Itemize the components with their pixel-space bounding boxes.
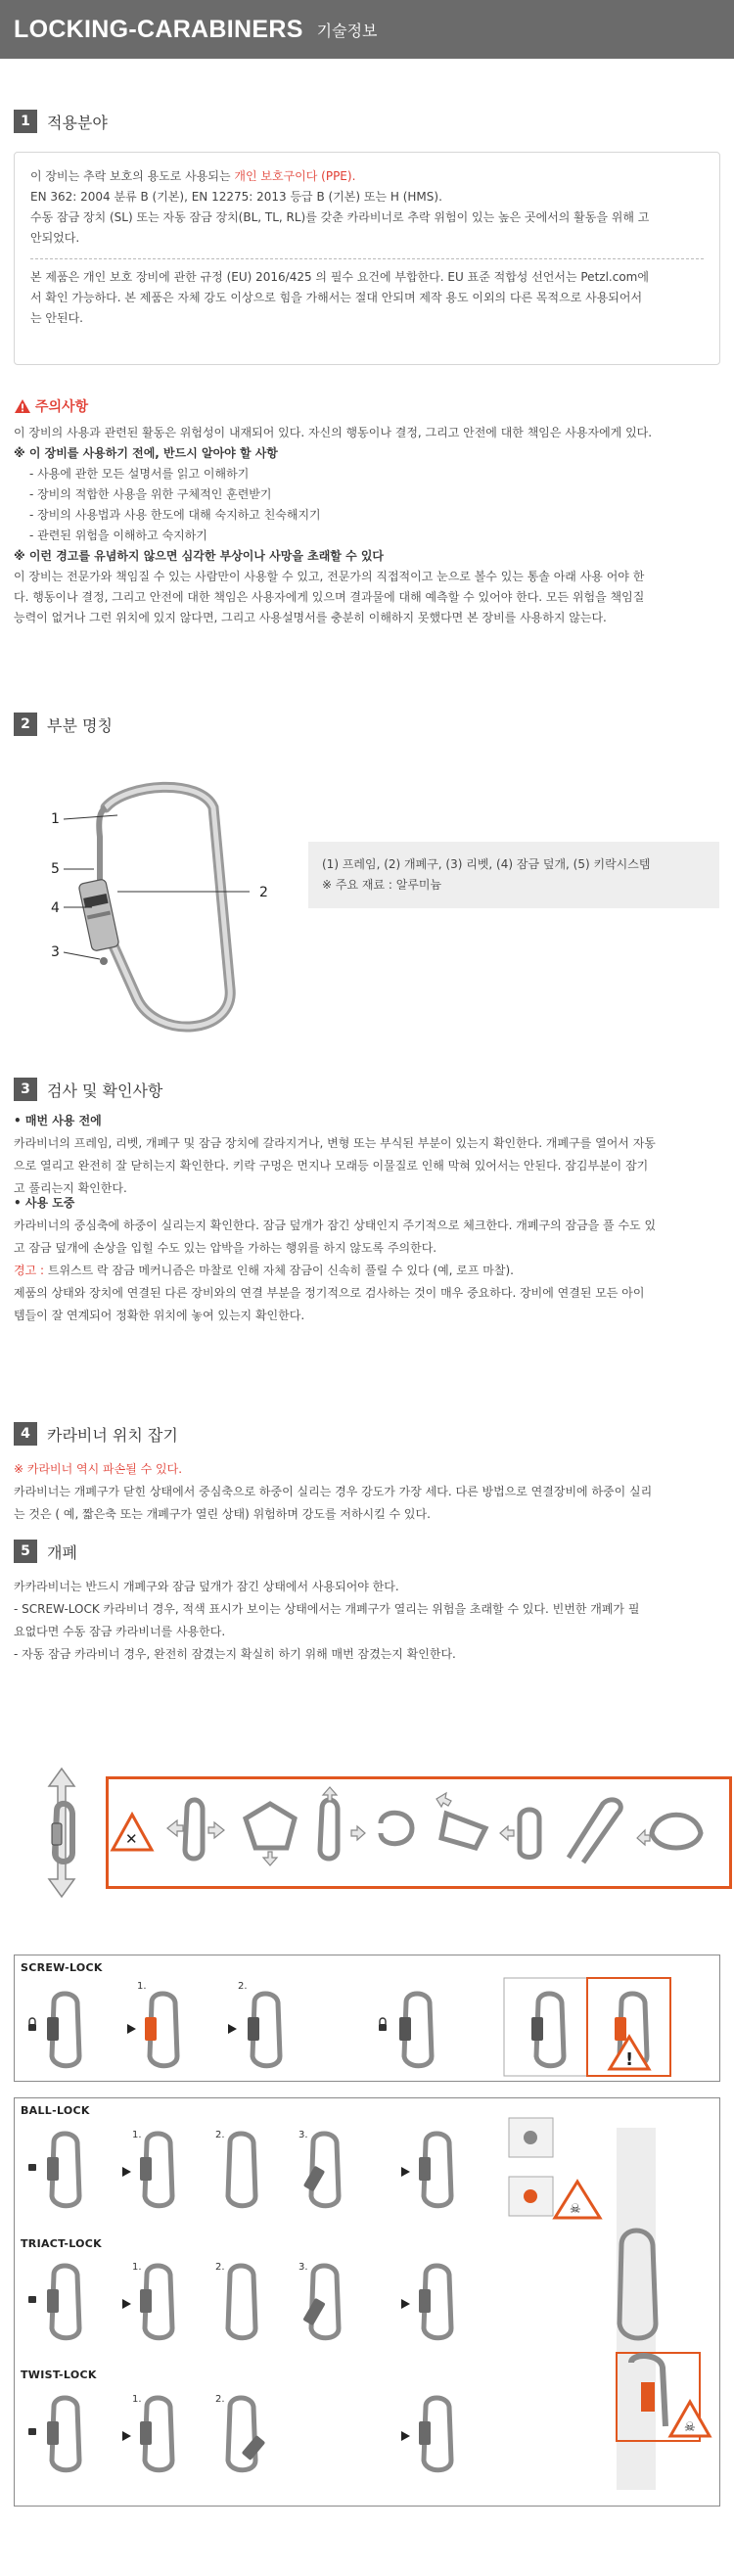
warning-title: 주의사항 (35, 399, 89, 415)
part-label: 3 (51, 944, 60, 960)
auto-lock-panel (14, 2097, 720, 2507)
svg-text:☠: ☠ (684, 2420, 696, 2435)
positioning-text (14, 1458, 722, 1526)
list-item: - 관련된 위험을 이해하고 숙지하기 (29, 529, 207, 542)
application-box (14, 152, 720, 365)
inspection-during-use (14, 1188, 722, 1327)
line: 이 장비의 사용과 관련된 활동은 위험성이 내재되어 있다. 자신의 행동이나 결정, 그리고 안전에 대한 책임은 사용자에게 있다. (14, 426, 653, 439)
svg-text:!: ! (625, 2049, 634, 2070)
parts-box (308, 842, 719, 908)
list-item: - 장비의 사용법과 사용 한도에 대해 숙지하고 친숙해지기 (29, 508, 321, 522)
line: 이 장비는 전문가와 책임질 수 있는 사람만이 사용할 수 있고, 전문가의 직접적이고 눈으로 볼수 있는 통솔 아래 사용 어야 한 (14, 570, 645, 583)
line: 수동 잠금 장치 (SL) 또는 자동 잠금 장치(BL, TL, RL)를 갖춘 카라비너로 추락 위험이 있는 높은 곳에서의 활동을 위해 고 (30, 210, 650, 224)
material-note: ※ 주요 재료 : 알루미늄 (322, 878, 442, 892)
divider (30, 258, 704, 259)
text: 트위스트 락 잠금 메커니즘은 마찰로 인해 자체 잠금이 신속히 풀릴 수 있다 (예, 로프 마찰). (47, 1264, 514, 1277)
inspection-before-use (14, 1110, 722, 1200)
line: 카라비너의 중심축에 하중이 실리는지 확인한다. 잠금 덮개가 잠긴 상태인지 주기적으로 체크한다. 개폐구의 잠금을 풀 수도 있 (14, 1219, 657, 1232)
line: 요없다면 수동 잠금 카라비너를 사용한다. (14, 1625, 226, 1638)
line: 다. 행동이나 결정, 그리고 안전에 대한 책임은 사용자에게 있으며 결과물에 대해 예측할 수 있어야 한다. 모든 위험을 책임질 (14, 590, 645, 604)
line: 서 확인 가능하다. 본 제품은 자체 강도 이상으로 힘을 가해서는 절대 안되며 제작 용도 이외의 다른 목적으로 사용되어서 (30, 291, 643, 304)
list-item: - 사용에 관한 모든 설명서를 읽고 이해하기 (29, 467, 250, 481)
page-header (0, 0, 734, 59)
step-label: 3. (298, 2130, 308, 2140)
warning-line: ※ 카라비너 역시 파손될 수 있다. (14, 1462, 183, 1476)
line: 는 것은 ( 예, 짧은축 또는 개폐구가 열린 상태) 위험하며 강도를 저하시킬 수 있다. (14, 1507, 431, 1521)
carabiner-parts-diagram (39, 778, 294, 1042)
section-title: 개폐 (47, 1542, 77, 1562)
step-label: 1. (137, 1981, 147, 1992)
panel-label: TRIACT-LOCK (21, 2237, 102, 2250)
incorrect-loading-band (106, 1776, 732, 1889)
screw-lock-steps (15, 1973, 719, 2081)
step-label: 1. (132, 2130, 142, 2140)
line: 고 잠금 덮개에 손상을 입힐 수도 있는 압박을 가하는 행위를 하지 않도록 주의한다. (14, 1241, 437, 1255)
section-title: 검사 및 확인사항 (47, 1081, 163, 1100)
part-label: 1 (51, 811, 60, 827)
ppe-highlight: 개인 보호구이다 (PPE). (234, 169, 356, 183)
line: ※ 이런 경고를 유념하지 않으면 심각한 부상이나 사망을 초래할 수 있다 (14, 549, 385, 563)
section-2-heading (14, 713, 113, 736)
line: - 자동 잠금 카라비너 경우, 완전히 잠겼는지 확실히 하기 위해 매번 잠겼는지 확인한다. (14, 1647, 456, 1661)
step-label: 1. (132, 2394, 142, 2405)
section-title: 부분 명칭 (47, 715, 113, 735)
section-5-heading (14, 1540, 77, 1563)
section-number: 5 (14, 1540, 37, 1563)
parts-list: (1) 프레임, (2) 개폐구, (3) 리벳, (4) 잠금 덮개, (5) 키락시스템 (322, 857, 651, 871)
part-label: 2 (259, 885, 268, 900)
section-number: 3 (14, 1078, 37, 1101)
screw-lock-panel (14, 1955, 720, 2082)
incorrect-loading-illustrations (109, 1779, 729, 1886)
line (14, 1260, 722, 1282)
text: 이 장비는 추락 보호의 용도로 사용되는 (30, 169, 235, 183)
step-label: 3. (298, 2262, 308, 2273)
line: 는 안된다. (30, 311, 83, 325)
opening-text (14, 1576, 722, 1666)
warning-icon (14, 398, 31, 414)
warning-body (14, 423, 722, 628)
list-item: - 장비의 적합한 사용을 위한 구체적인 훈련받기 (29, 487, 272, 501)
subheading: • 매번 사용 전에 (14, 1114, 102, 1127)
part-label: 4 (51, 900, 60, 916)
subheading: • 사용 도중 (14, 1196, 75, 1210)
svg-text:☠: ☠ (570, 2202, 581, 2217)
page-title: LOCKING-CARABINERS (14, 15, 303, 43)
step-label: 2. (215, 2394, 225, 2405)
svg-text:✕: ✕ (125, 1830, 138, 1848)
line: 카라비너는 개폐구가 닫힌 상태에서 중심축으로 하중이 실리는 경우 강도가 가장 세다. 다른 방법으로 연결장비에 하중이 실리 (14, 1485, 653, 1498)
part-label: 5 (51, 861, 60, 877)
section-title: 적용분야 (47, 113, 108, 132)
line: 능력이 없거나 그런 위치에 있지 않다면, 그리고 사용설명서를 충분히 이해하지 못했다면 본 장비를 사용하지 않는다. (14, 611, 607, 624)
warning-label: 경고 : (14, 1264, 48, 1277)
line: 고 풀리는지 확인한다. (14, 1181, 127, 1195)
section-title: 카라비너 위치 잡기 (47, 1425, 178, 1445)
panel-label: TWIST-LOCK (21, 2369, 97, 2381)
section-number: 1 (14, 110, 37, 133)
line: 제품의 상태와 장치에 연결된 다른 장비와의 연결 부분을 정기적으로 검사하는 것이 매우 중요하다. 장비에 연결된 모든 아이 (14, 1286, 645, 1300)
line: 안되었다. (30, 231, 80, 245)
auto-lock-steps (15, 2098, 719, 2506)
line: 카카라비너는 반드시 개폐구와 잠금 덮개가 잠긴 상태에서 사용되어야 한다. (14, 1580, 399, 1593)
line: 카라비너의 프레임, 리벳, 개폐구 및 잠금 장치에 갈라지거나, 변형 또는 부식된 부분이 있는지 확인한다. 개폐구를 열어서 자동 (14, 1136, 656, 1150)
correct-loading-illustration (27, 1767, 96, 1899)
page-subtitle: 기술정보 (316, 21, 378, 40)
line: 본 제품은 개인 보호 장비에 관한 규정 (EU) 2016/425 의 필수 요건에 부합한다. EU 표준 적합성 선언서는 Petzl.com에 (30, 270, 649, 284)
panel-label: SCREW-LOCK (21, 1961, 103, 1974)
step-label: 2. (238, 1981, 248, 1992)
section-number: 2 (14, 713, 37, 736)
panel-label: BALL-LOCK (21, 2104, 90, 2117)
step-label: 2. (215, 2262, 225, 2273)
section-number: 4 (14, 1422, 37, 1446)
lock-icon (28, 2018, 387, 2031)
line (30, 166, 704, 187)
section-1-heading (14, 110, 108, 133)
step-label: 2. (215, 2130, 225, 2140)
warning-heading (14, 396, 88, 416)
section-4-heading (14, 1422, 178, 1446)
line: ※ 이 장비를 사용하기 전에, 반드시 알아야 할 사항 (14, 446, 278, 460)
step-label: 1. (132, 2262, 142, 2273)
line: - SCREW-LOCK 카라비너 경우, 적색 표시가 보이는 상태에서는 개폐구가 열리는 위험을 초래할 수 있다. 빈번한 개폐가 필 (14, 1602, 640, 1616)
section-3-heading (14, 1078, 162, 1101)
line: EN 362: 2004 분류 B (기본), EN 12275: 2013 등급 B (기본) 또는 H (HMS). (30, 190, 442, 204)
line: 으로 열리고 완전히 잘 닫히는지 확인한다. 키락 구멍은 먼지나 모래등 이물질로 인해 막혀 있어서는 안된다. 잠김부분이 잠기 (14, 1159, 649, 1173)
line: 템들이 잘 연계되어 정확한 위치에 놓여 있는지 확인한다. (14, 1309, 305, 1322)
